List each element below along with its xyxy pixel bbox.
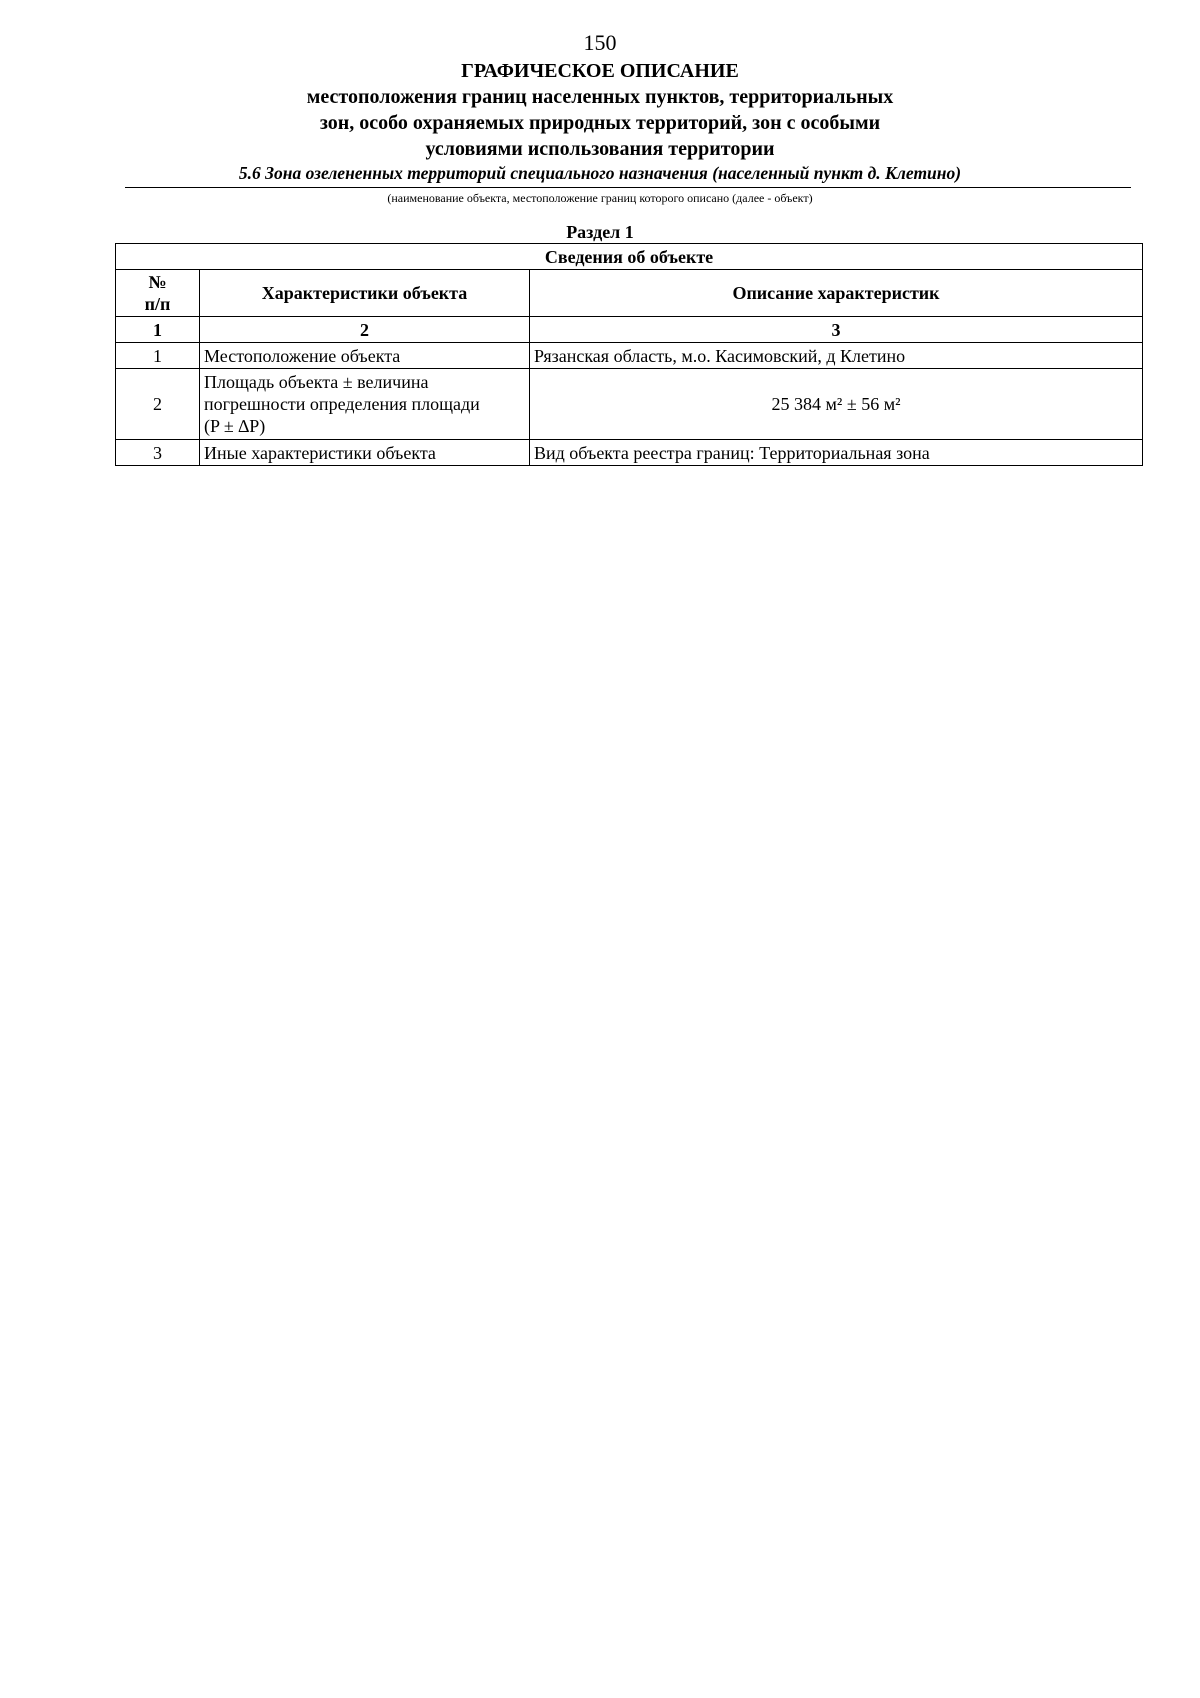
header-num-line-1: № — [148, 272, 167, 292]
row-description: Вид объекта реестра границ: Территориальная зона — [530, 440, 1143, 466]
table-row — [116, 440, 1143, 466]
object-name-caption: (наименование объекта, местоположение границ которого описано (далее - объект) — [387, 191, 813, 205]
row-characteristic-line: (P ± ∆P) — [204, 416, 266, 436]
row-characteristic — [200, 369, 530, 440]
object-info-table — [115, 243, 1143, 466]
document-subtitle-line-2: зон, особо охраняемых природных территорий, зон с особыми — [319, 112, 881, 134]
document-subtitle-line-3: условиями использования территории — [425, 138, 775, 160]
object-name: 5.6 Зона озелененных территорий специального назначения (населенный пункт д. Клетино) — [238, 163, 962, 183]
header-num-line-2: п/п — [144, 294, 171, 314]
header-description: Описание характеристик — [530, 270, 1143, 317]
document-subtitle-line-1: местоположения границ населенных пунктов, территориальных — [306, 86, 894, 108]
table-header-row — [116, 270, 1143, 317]
row-characteristic: Иные характеристики объекта — [200, 440, 530, 466]
column-number: 2 — [200, 317, 530, 343]
column-number-row — [116, 317, 1143, 343]
row-description: Рязанская область, м.о. Касимовский, д Клетино — [530, 343, 1143, 369]
table-row — [116, 343, 1143, 369]
table-caption-row — [116, 244, 1143, 270]
page-number: 150 — [583, 30, 617, 55]
document-heading — [0, 58, 1200, 162]
header-characteristic: Характеристики объекта — [200, 270, 530, 317]
row-number: 3 — [116, 440, 200, 466]
column-number: 1 — [116, 317, 200, 343]
row-number: 2 — [116, 369, 200, 440]
table-row — [116, 369, 1143, 440]
object-name-underline — [125, 187, 1131, 188]
row-description: 25 384 м² ± 56 м² — [530, 369, 1143, 440]
table-caption: Сведения об объекте — [116, 244, 1143, 270]
row-number: 1 — [116, 343, 200, 369]
row-characteristic-line: погрешности определения площади — [204, 394, 480, 414]
row-characteristic: Местоположение объекта — [200, 343, 530, 369]
row-characteristic-line: Площадь объекта ± величина — [204, 372, 429, 392]
document-title: ГРАФИЧЕСКОЕ ОПИСАНИЕ — [461, 60, 739, 82]
header-num — [116, 270, 200, 317]
column-number: 3 — [530, 317, 1143, 343]
section-title: Раздел 1 — [566, 222, 634, 242]
